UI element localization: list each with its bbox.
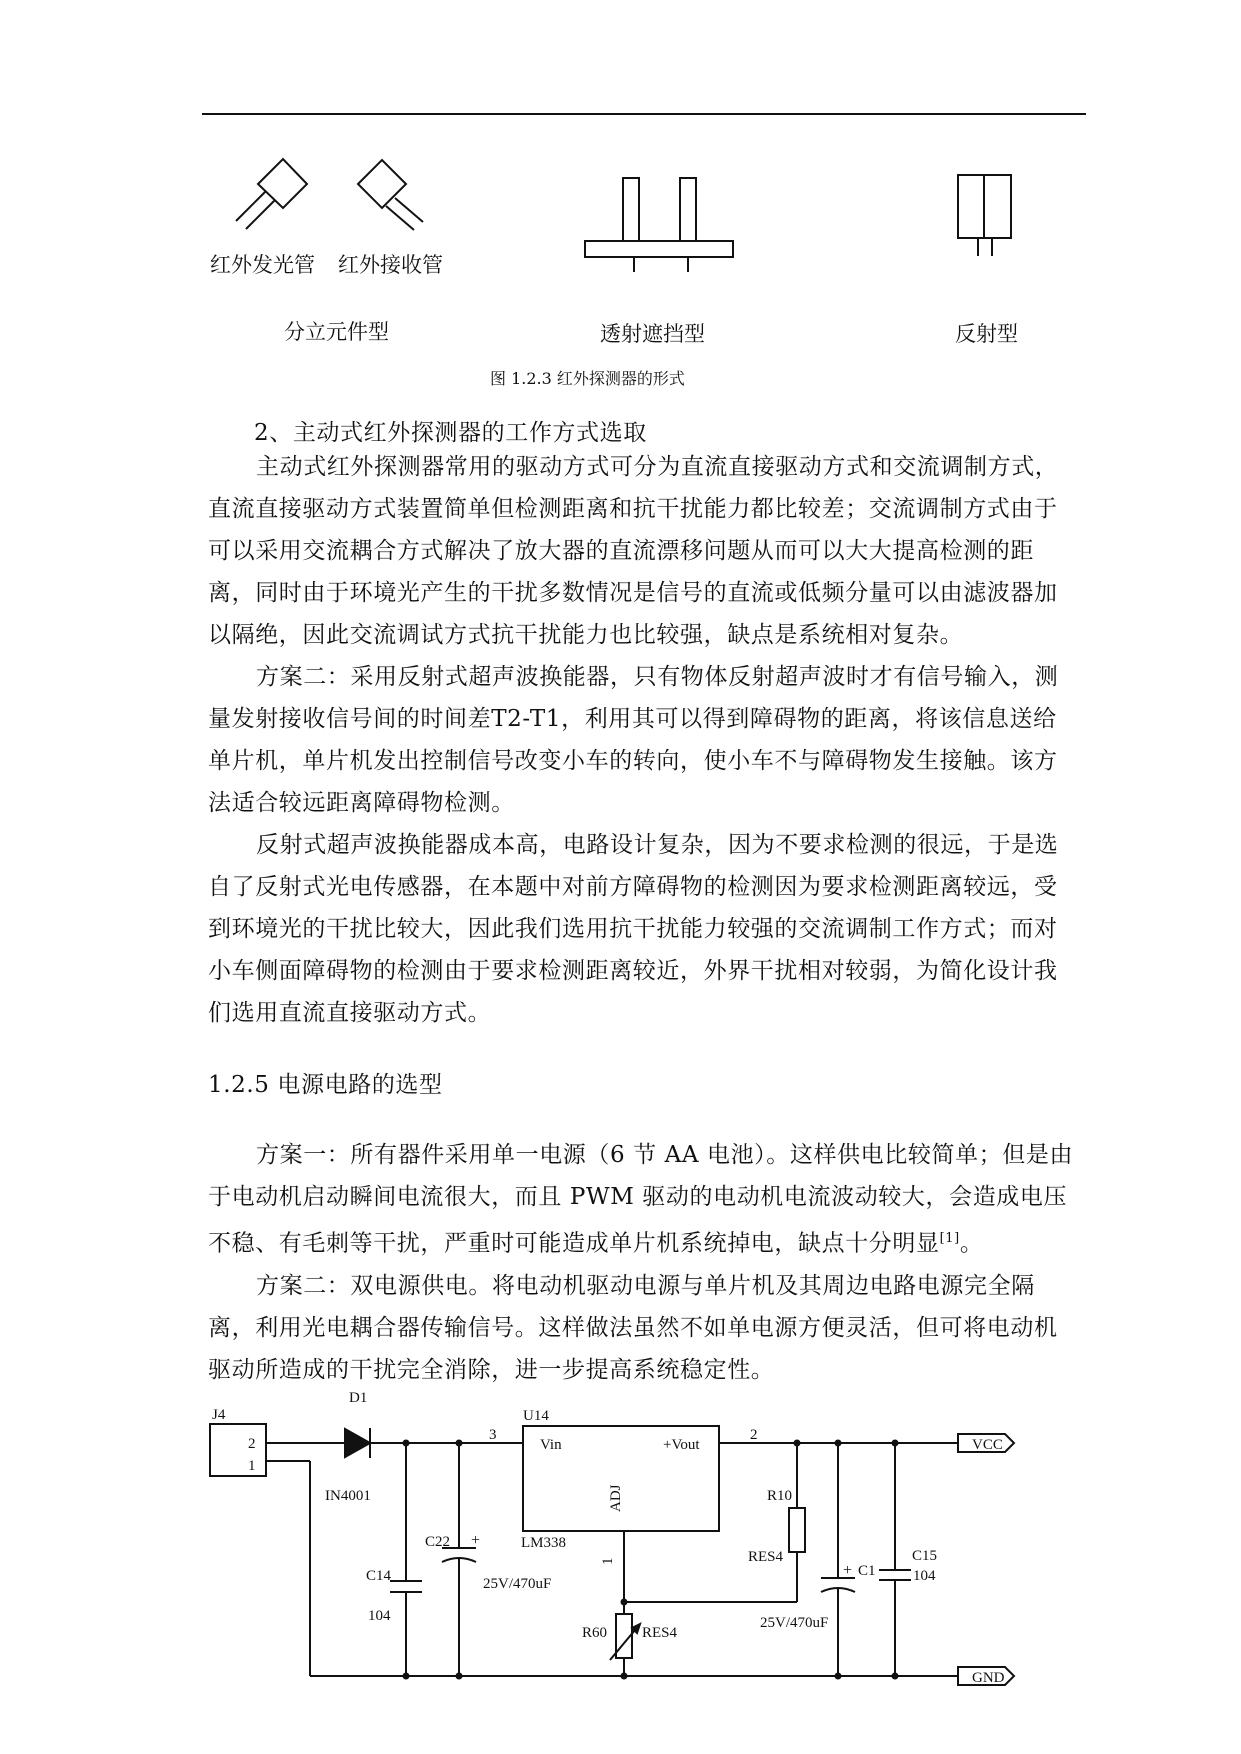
- d1-part-label: IN4001: [325, 1488, 371, 1504]
- c14-value-label: 104: [368, 1608, 391, 1624]
- lm338-label: LM338: [521, 1535, 566, 1551]
- reflective-type-label: 反射型: [955, 322, 1018, 346]
- c22-plus: +: [471, 1532, 481, 1549]
- section-heading: 1.2.5 电源电路的选型: [208, 1072, 443, 1098]
- j4-pin1-label: 1: [248, 1458, 256, 1474]
- figure-caption: 图 1.2.3 红外探测器的形式: [490, 369, 685, 388]
- vout-label: +Vout: [663, 1437, 700, 1453]
- r60-part-label: RES4: [642, 1625, 678, 1641]
- ir-receiver-label: 红外接收管: [338, 253, 443, 277]
- c1-plus: +: [843, 1562, 853, 1579]
- paragraph: 主动式红外探测器常用的驱动方式可分为直流直接驱动方式和交流调制方式，直流直接驱动方式装置简单但检测距离和抗干扰能力都比较差；交流调制方式由于可以采用交流耦合方式解决了放大器的直流漂移问题从而可以大大提高检测的距离，同时由于环境光产生的干扰多数情况是信号的直流或低频分量可以由滤波器加以隔绝，因此交流调试方式抗干扰能力也比较强，缺点是系统相对复杂。: [208, 454, 1059, 648]
- discrete-type-label: 分立元件型: [284, 320, 389, 344]
- gnd-label: GND: [972, 1670, 1005, 1686]
- net2-label: 2: [750, 1427, 758, 1443]
- section-item-title: 2、主动式红外探测器的工作方式选取: [254, 420, 647, 446]
- r60-label: R60: [582, 1625, 608, 1641]
- paragraph: 方案二：双电源供电。将电动机驱动电源与单片机及其周边电路电源完全隔离，利用光电耦合器传输信号。这样做法虽然不如单电源方便灵活，但可将电动机驱动所造成的干扰完全消除，进一步提高系统稳定性。: [208, 1272, 1058, 1383]
- d1-label: D1: [349, 1390, 368, 1406]
- c1-label: C1: [858, 1563, 876, 1579]
- c15-value-label: 104: [913, 1568, 936, 1584]
- paragraph: 反射式超声波换能器成本高，电路设计复杂，因为不要求检测的很远，于是选自了反射式光电传感器，在本题中对前方障碍物的检测因为要求检测距离较远，受到环境光的干扰比较大，因此我们选用抗干扰能力较强的交流调制工作方式；而对小车侧面障碍物的检测由于要求检测距离较近，外界干扰相对较弱，为简化设计我们选用直流直接驱动方式。: [208, 832, 1059, 1026]
- paragraph: 方案二：采用反射式超声波换能器，只有物体反射超声波时才有信号输入，测量发射接收信号间的时间差T2-T1，利用其可以得到障碍物的距离，将该信息送给单片机，单片机发出控制信号改变小车的转向，使小车不与障碍物发生接触。该方法适合较远距离障碍物检测。: [208, 664, 1059, 816]
- c14-label: C14: [366, 1568, 392, 1584]
- vcc-label: VCC: [972, 1437, 1003, 1453]
- r10-resistor: [789, 1508, 805, 1552]
- r10-part-label: RES4: [748, 1549, 784, 1565]
- j4-connector: [210, 1424, 266, 1476]
- citation-ref[interactable]: [1]: [939, 1231, 960, 1246]
- net1-label: 1: [600, 1557, 616, 1565]
- d1-diode: [345, 1429, 370, 1457]
- u14-label: U14: [523, 1408, 549, 1424]
- adj-label: ADJ: [608, 1484, 624, 1512]
- vin-label: Vin: [540, 1437, 562, 1453]
- power-scheme-1-text: 方案一：所有器件采用单一电源（6 节 AA 电池）。这样供电比较简单；但是由于电动机启动瞬间电流很大，而且 PWM 驱动的电动机电流波动较大，会造成电压不稳、有毛刺等干扰，严重时可能造成单片机系统掉电，缺点十分明显: [208, 1142, 1074, 1257]
- c22-value-label: 25V/470uF: [483, 1576, 552, 1592]
- c15-label: C15: [912, 1548, 938, 1564]
- r10-label: R10: [767, 1488, 793, 1504]
- power-scheme-1-end: 。: [959, 1230, 984, 1257]
- j4-label: J4: [212, 1407, 226, 1423]
- net3-label: 3: [489, 1427, 497, 1443]
- transmissive-type-label: 透射遮挡型: [600, 322, 705, 346]
- c22-label: C22: [425, 1534, 451, 1550]
- ir-emitter-label: 红外发光管: [210, 253, 315, 277]
- j4-pin2-label: 2: [248, 1436, 256, 1452]
- c1-value-label: 25V/470uF: [760, 1615, 829, 1631]
